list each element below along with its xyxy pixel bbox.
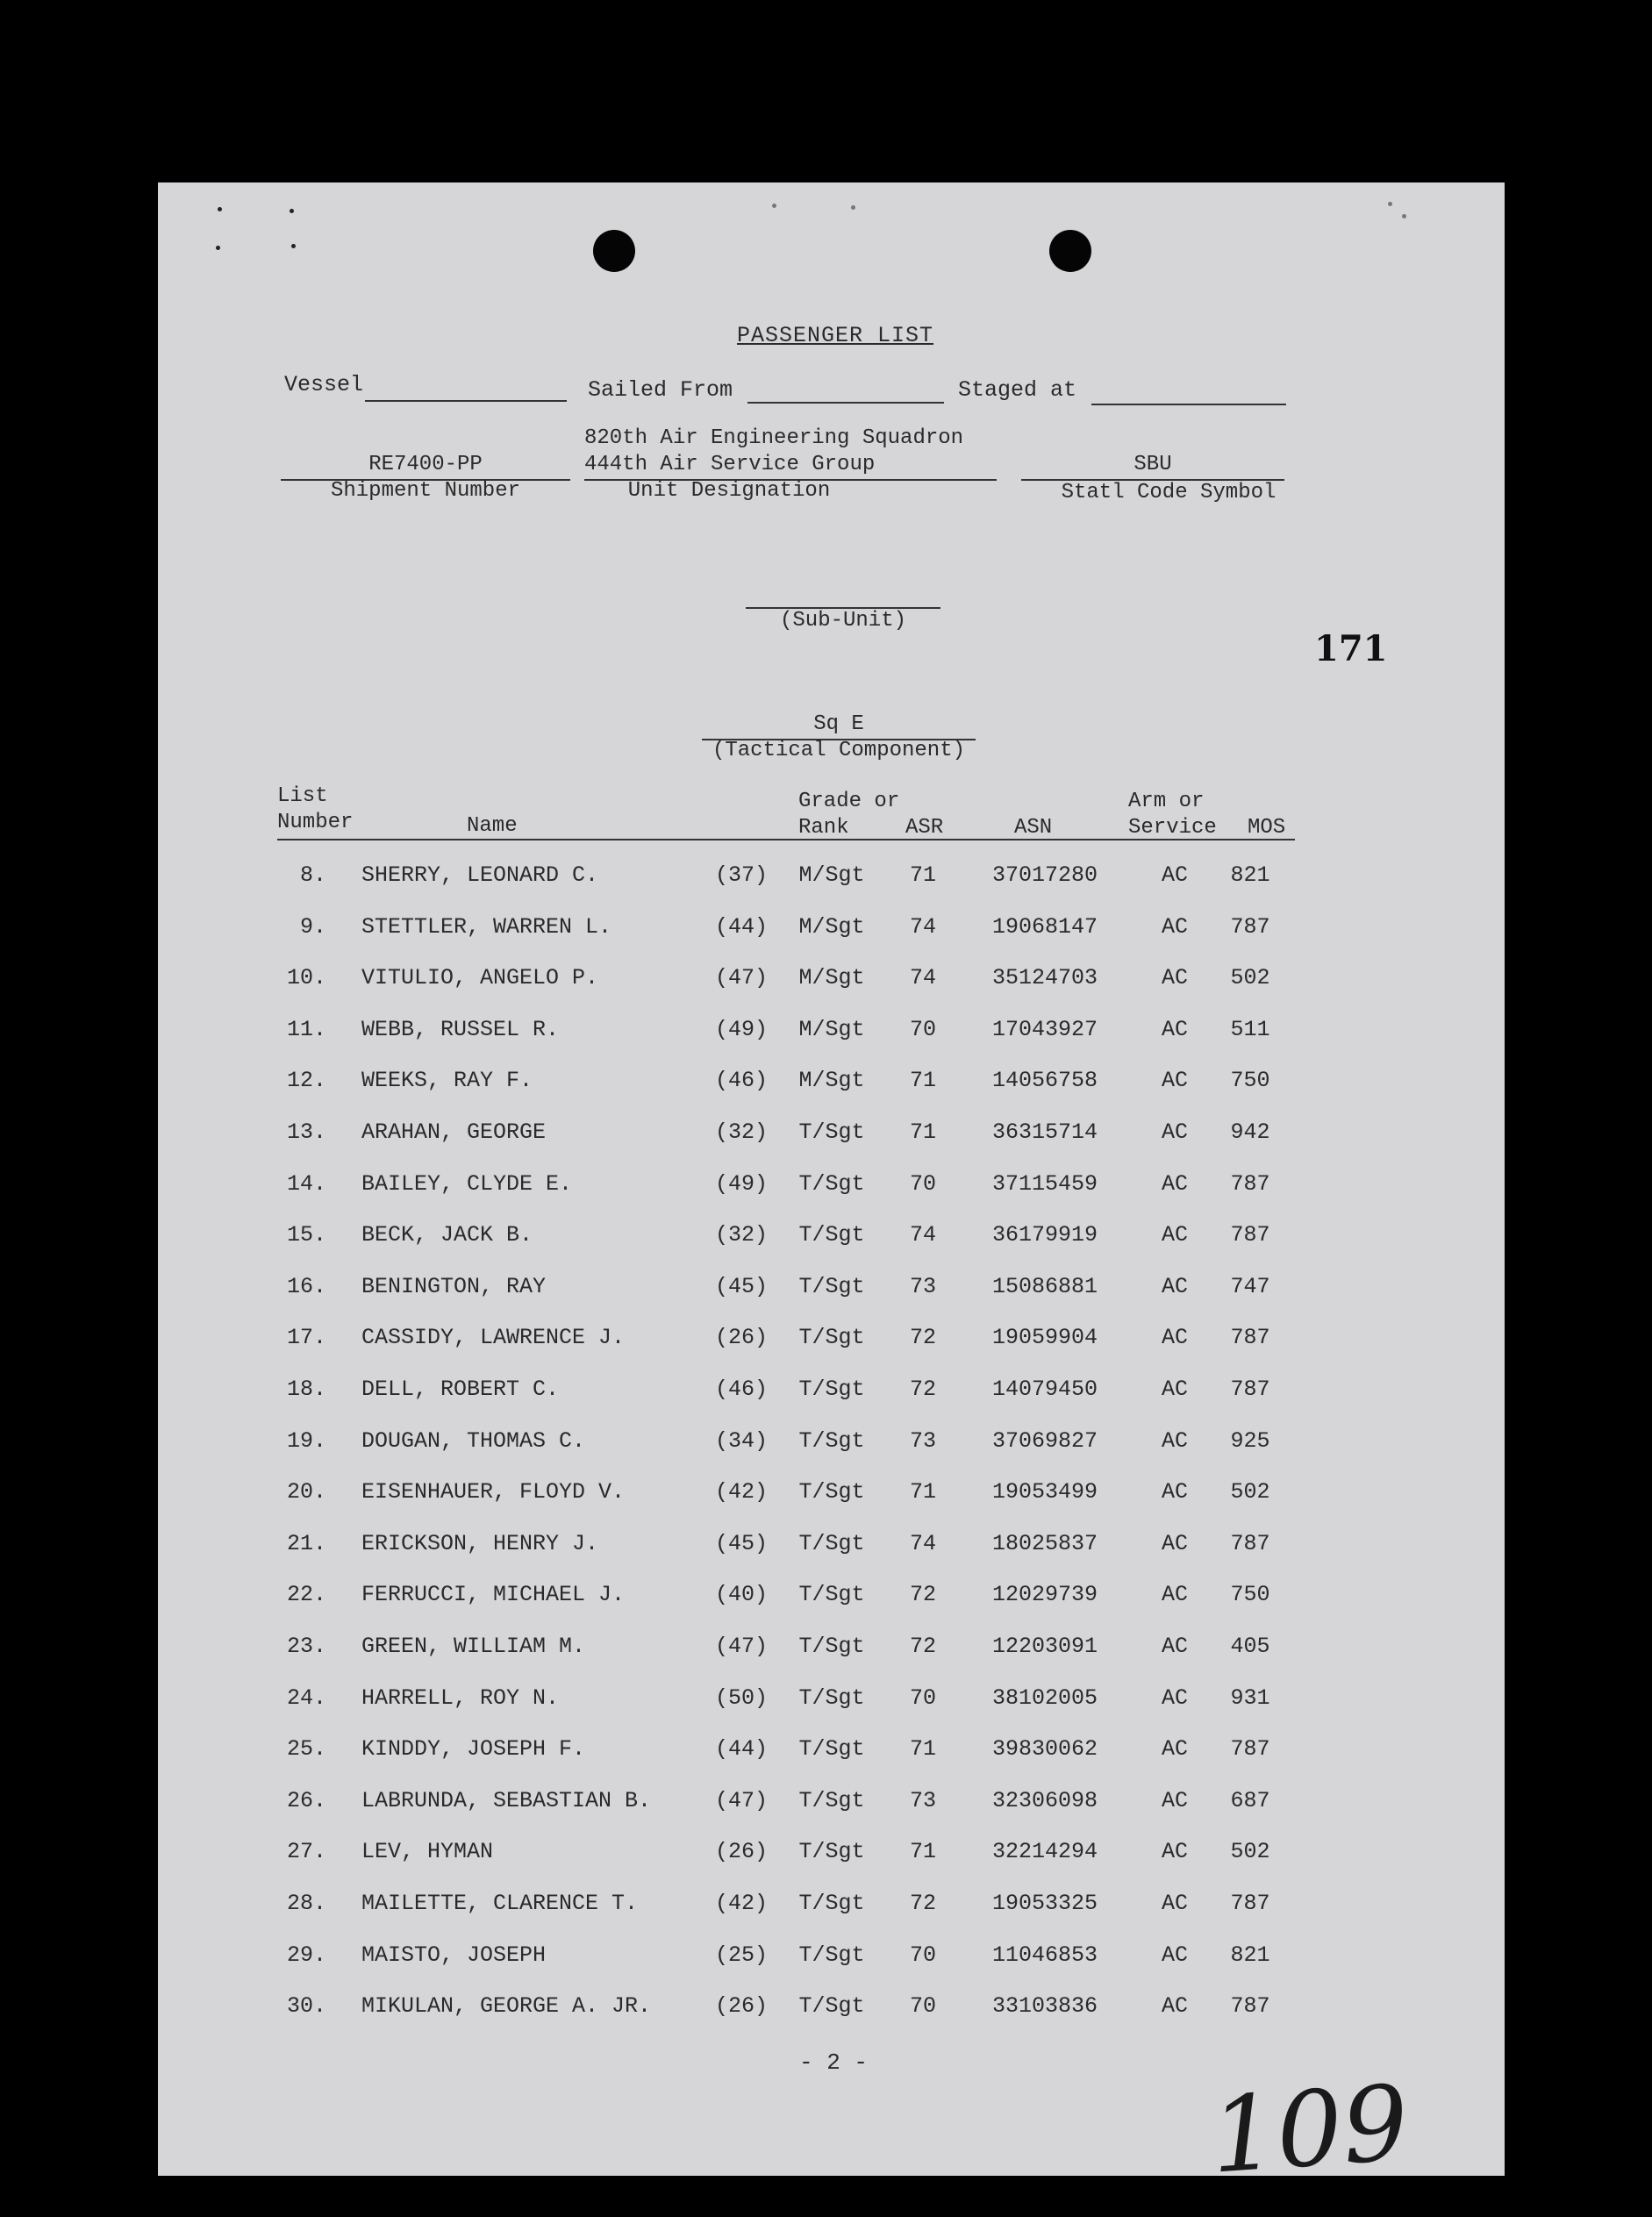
arm-service-value: AC bbox=[1161, 862, 1188, 888]
grade-value: M/Sgt bbox=[798, 1016, 865, 1042]
list-number: 24. bbox=[286, 1684, 326, 1711]
arm-service-value: AC bbox=[1161, 1684, 1188, 1711]
age-value: (32) bbox=[714, 1119, 768, 1145]
staged-at-label: Staged at bbox=[958, 377, 1077, 403]
arm-service-value: AC bbox=[1161, 1839, 1188, 1865]
shipment-caption: Shipment Number bbox=[330, 479, 521, 503]
list-number: 17. bbox=[286, 1325, 326, 1351]
age-value: (49) bbox=[714, 1170, 768, 1197]
list-number: 30. bbox=[286, 1993, 326, 2020]
dust-speck bbox=[218, 207, 222, 211]
asr-value: 72 bbox=[909, 1377, 936, 1402]
age-value: (44) bbox=[714, 913, 768, 940]
list-number: 12. bbox=[286, 1068, 326, 1094]
asn-value: 35124703 bbox=[991, 965, 1098, 991]
list-number: 20. bbox=[286, 1479, 326, 1505]
asn-value: 19053499 bbox=[991, 1479, 1098, 1505]
arm-service-value: AC bbox=[1161, 1891, 1188, 1916]
passenger-name: MAISTO, JOSEPH bbox=[361, 1942, 547, 1968]
mos-value: 942 bbox=[1230, 1119, 1270, 1145]
asn-value: 39830062 bbox=[991, 1736, 1098, 1763]
document-page bbox=[158, 182, 1505, 2197]
passenger-name: ERICKSON, HENRY J. bbox=[361, 1530, 599, 1556]
grade-value: T/Sgt bbox=[798, 1119, 865, 1145]
list-number: 11. bbox=[286, 1016, 326, 1042]
list-number: 25. bbox=[286, 1736, 326, 1763]
arm-service-value: AC bbox=[1161, 1582, 1188, 1608]
table-row bbox=[158, 914, 1505, 949]
arm-service-value: AC bbox=[1161, 1222, 1188, 1248]
asr-value: 71 bbox=[909, 1839, 936, 1865]
grade-value: T/Sgt bbox=[798, 1479, 865, 1505]
arm-service-value: AC bbox=[1161, 1993, 1188, 2020]
age-value: (47) bbox=[714, 1787, 768, 1813]
passenger-name: KINDDY, JOSEPH F. bbox=[361, 1736, 586, 1763]
mos-value: 787 bbox=[1230, 913, 1270, 940]
table-row bbox=[158, 1274, 1505, 1309]
asn-value: 36179919 bbox=[991, 1222, 1098, 1248]
header-rank: Rank bbox=[798, 816, 849, 840]
asn-value: 38102005 bbox=[991, 1684, 1098, 1711]
mos-value: 502 bbox=[1230, 965, 1270, 991]
passenger-name: DELL, ROBERT C. bbox=[361, 1377, 560, 1402]
list-number: 21. bbox=[286, 1530, 326, 1556]
header-underline bbox=[277, 839, 1295, 840]
document-title: PASSENGER LIST bbox=[737, 323, 934, 348]
arm-service-value: AC bbox=[1161, 1273, 1188, 1299]
table-row bbox=[158, 1068, 1505, 1103]
list-number: 23. bbox=[286, 1634, 326, 1659]
sub-unit-caption: (Sub-Unit) bbox=[779, 609, 907, 633]
mos-value: 502 bbox=[1230, 1839, 1270, 1865]
grade-value: T/Sgt bbox=[798, 1325, 865, 1351]
dust-speck bbox=[216, 246, 220, 250]
grade-value: M/Sgt bbox=[798, 965, 865, 991]
staged-at-line bbox=[1091, 404, 1286, 405]
asn-value: 19053325 bbox=[991, 1891, 1098, 1916]
age-value: (40) bbox=[714, 1582, 768, 1608]
arm-service-value: AC bbox=[1161, 913, 1188, 940]
shipment-number: RE7400-PP bbox=[368, 453, 483, 476]
mos-value: 787 bbox=[1230, 1993, 1270, 2020]
header-list: List bbox=[277, 784, 328, 808]
passenger-name: MIKULAN, GEORGE A. JR. bbox=[361, 1993, 652, 2020]
age-value: (25) bbox=[714, 1942, 768, 1968]
mos-value: 787 bbox=[1230, 1170, 1270, 1197]
header-mos: MOS bbox=[1248, 816, 1286, 840]
list-number: 22. bbox=[286, 1582, 326, 1608]
tactical-component: Sq E bbox=[813, 712, 864, 736]
tactical-caption: (Tactical Component) bbox=[712, 739, 966, 762]
asr-value: 70 bbox=[909, 1684, 936, 1711]
list-number: 8. bbox=[299, 862, 326, 888]
asn-value: 14056758 bbox=[991, 1068, 1098, 1094]
asr-value: 74 bbox=[909, 1530, 936, 1556]
mos-value: 821 bbox=[1230, 862, 1270, 888]
passenger-name: VITULIO, ANGELO P. bbox=[361, 965, 599, 991]
age-value: (42) bbox=[714, 1479, 768, 1505]
table-row bbox=[158, 1582, 1505, 1617]
asn-value: 19068147 bbox=[991, 913, 1098, 940]
asr-value: 70 bbox=[909, 1993, 936, 2020]
passenger-name: LABRUNDA, SEBASTIAN B. bbox=[361, 1787, 652, 1813]
arm-service-value: AC bbox=[1161, 1377, 1188, 1402]
header-number: Number bbox=[277, 811, 354, 834]
table-row bbox=[158, 1119, 1505, 1155]
mos-value: 511 bbox=[1230, 1016, 1270, 1042]
table-row bbox=[158, 1891, 1505, 1926]
asn-value: 12029739 bbox=[991, 1582, 1098, 1608]
table-row bbox=[158, 1531, 1505, 1566]
arm-service-value: AC bbox=[1161, 1736, 1188, 1763]
passenger-name: BECK, JACK B. bbox=[361, 1222, 533, 1248]
table-row bbox=[158, 1788, 1505, 1823]
passenger-name: WEBB, RUSSEL R. bbox=[361, 1016, 560, 1042]
list-number: 16. bbox=[286, 1273, 326, 1299]
table-row bbox=[158, 1325, 1505, 1360]
list-number: 28. bbox=[286, 1891, 326, 1916]
asr-value: 72 bbox=[909, 1582, 936, 1608]
mos-value: 750 bbox=[1230, 1582, 1270, 1608]
grade-value: T/Sgt bbox=[798, 1684, 865, 1711]
header-grade: Grade or bbox=[798, 790, 900, 813]
age-value: (46) bbox=[714, 1377, 768, 1402]
table-row bbox=[158, 862, 1505, 898]
age-value: (34) bbox=[714, 1427, 768, 1454]
asr-value: 70 bbox=[909, 1942, 936, 1968]
mos-value: 787 bbox=[1230, 1530, 1270, 1556]
asn-value: 14079450 bbox=[991, 1377, 1098, 1402]
asr-value: 73 bbox=[909, 1427, 936, 1454]
arm-service-value: AC bbox=[1161, 1170, 1188, 1197]
asr-value: 71 bbox=[909, 1119, 936, 1145]
list-number: 15. bbox=[286, 1222, 326, 1248]
grade-value: T/Sgt bbox=[798, 1273, 865, 1299]
asr-value: 72 bbox=[909, 1325, 936, 1351]
handwritten-number: 109 bbox=[1206, 2062, 1412, 2197]
dust-speck bbox=[291, 244, 296, 248]
mos-value: 787 bbox=[1230, 1325, 1270, 1351]
asr-value: 71 bbox=[909, 1736, 936, 1763]
asr-value: 74 bbox=[909, 965, 936, 991]
table-row bbox=[158, 1017, 1505, 1052]
asr-value: 70 bbox=[909, 1170, 936, 1197]
table-row bbox=[158, 1839, 1505, 1874]
age-value: (49) bbox=[714, 1016, 768, 1042]
passenger-name: SHERRY, LEONARD C. bbox=[361, 862, 599, 888]
passenger-name: MAILETTE, CLARENCE T. bbox=[361, 1891, 639, 1916]
asn-value: 18025837 bbox=[991, 1530, 1098, 1556]
list-number: 10. bbox=[286, 965, 326, 991]
passenger-name: BAILEY, CLYDE E. bbox=[361, 1170, 573, 1197]
asr-value: 71 bbox=[909, 1068, 936, 1094]
vessel-label: Vessel bbox=[284, 372, 364, 397]
table-row bbox=[158, 965, 1505, 1000]
grade-value: M/Sgt bbox=[798, 1068, 865, 1094]
age-value: (50) bbox=[714, 1684, 768, 1711]
dust-speck bbox=[290, 209, 294, 213]
mos-value: 502 bbox=[1230, 1479, 1270, 1505]
table-row bbox=[158, 1428, 1505, 1463]
passenger-name: BENINGTON, RAY bbox=[361, 1273, 547, 1299]
sheet-number: 171 bbox=[1314, 628, 1388, 669]
age-value: (44) bbox=[714, 1736, 768, 1763]
asr-value: 72 bbox=[909, 1634, 936, 1659]
arm-service-value: AC bbox=[1161, 1016, 1188, 1042]
arm-service-value: AC bbox=[1161, 1325, 1188, 1351]
arm-service-value: AC bbox=[1161, 1530, 1188, 1556]
arm-service-value: AC bbox=[1161, 1634, 1188, 1659]
grade-value: T/Sgt bbox=[798, 1634, 865, 1659]
table-row bbox=[158, 1222, 1505, 1257]
header-arm: Arm or bbox=[1128, 790, 1205, 813]
mos-value: 787 bbox=[1230, 1736, 1270, 1763]
header-service: Service bbox=[1128, 816, 1217, 840]
list-number: 14. bbox=[286, 1170, 326, 1197]
grade-value: M/Sgt bbox=[798, 862, 865, 888]
grade-value: T/Sgt bbox=[798, 1582, 865, 1608]
header-asn: ASN bbox=[1014, 816, 1053, 840]
asn-value: 33103836 bbox=[991, 1993, 1098, 2020]
vessel-line bbox=[365, 400, 567, 402]
mos-value: 747 bbox=[1230, 1273, 1270, 1299]
table-row bbox=[158, 1685, 1505, 1720]
list-number: 13. bbox=[286, 1119, 326, 1145]
asr-value: 73 bbox=[909, 1787, 936, 1813]
mos-value: 821 bbox=[1230, 1942, 1270, 1968]
asr-value: 72 bbox=[909, 1891, 936, 1916]
punch-hole-left bbox=[593, 230, 635, 272]
grade-value: T/Sgt bbox=[798, 1222, 865, 1248]
sailed-from-line bbox=[747, 402, 944, 404]
arm-service-value: AC bbox=[1161, 1427, 1188, 1454]
grade-value: T/Sgt bbox=[798, 1170, 865, 1197]
passenger-name: CASSIDY, LAWRENCE J. bbox=[361, 1325, 626, 1351]
grade-value: T/Sgt bbox=[798, 1530, 865, 1556]
header-asr: ASR bbox=[905, 816, 944, 840]
asr-value: 73 bbox=[909, 1273, 936, 1299]
arm-service-value: AC bbox=[1161, 1119, 1188, 1145]
table-row bbox=[158, 1634, 1505, 1669]
grade-value: T/Sgt bbox=[798, 1377, 865, 1402]
arm-service-value: AC bbox=[1161, 1479, 1188, 1505]
asr-value: 70 bbox=[909, 1016, 936, 1042]
station-caption: Statl Code Symbol bbox=[1061, 481, 1277, 504]
unit-caption: Unit Designation bbox=[627, 479, 831, 503]
grade-value: T/Sgt bbox=[798, 1942, 865, 1968]
grade-value: T/Sgt bbox=[798, 1427, 865, 1454]
grade-value: T/Sgt bbox=[798, 1787, 865, 1813]
punch-hole-right bbox=[1049, 230, 1091, 272]
mos-value: 787 bbox=[1230, 1222, 1270, 1248]
table-row bbox=[158, 1479, 1505, 1514]
asn-value: 32306098 bbox=[991, 1787, 1098, 1813]
age-value: (45) bbox=[714, 1530, 768, 1556]
age-value: (37) bbox=[714, 862, 768, 888]
table-row bbox=[158, 1736, 1505, 1771]
list-number: 26. bbox=[286, 1787, 326, 1813]
age-value: (45) bbox=[714, 1273, 768, 1299]
grade-value: M/Sgt bbox=[798, 913, 865, 940]
arm-service-value: AC bbox=[1161, 1787, 1188, 1813]
sailed-from-label: Sailed From bbox=[588, 377, 733, 403]
list-number: 29. bbox=[286, 1942, 326, 1968]
dust-speck bbox=[772, 204, 776, 208]
age-value: (46) bbox=[714, 1068, 768, 1094]
passenger-name: WEEKS, RAY F. bbox=[361, 1068, 533, 1094]
grade-value: T/Sgt bbox=[798, 1993, 865, 2020]
passenger-name: DOUGAN, THOMAS C. bbox=[361, 1427, 586, 1454]
asn-value: 15086881 bbox=[991, 1273, 1098, 1299]
passenger-name: EISENHAUER, FLOYD V. bbox=[361, 1479, 626, 1505]
grade-value: T/Sgt bbox=[798, 1736, 865, 1763]
arm-service-value: AC bbox=[1161, 965, 1188, 991]
mos-value: 405 bbox=[1230, 1634, 1270, 1659]
unit-line-2: 444th Air Service Group bbox=[584, 453, 876, 476]
mos-value: 931 bbox=[1230, 1684, 1270, 1711]
table-row bbox=[158, 1942, 1505, 1977]
asn-value: 36315714 bbox=[991, 1119, 1098, 1145]
list-number: 27. bbox=[286, 1839, 326, 1865]
dust-speck bbox=[851, 205, 855, 210]
unit-line-1: 820th Air Engineering Squadron bbox=[584, 426, 964, 450]
asr-value: 71 bbox=[909, 862, 936, 888]
mos-value: 787 bbox=[1230, 1891, 1270, 1916]
header-name: Name bbox=[467, 814, 518, 838]
passenger-name: GREEN, WILLIAM M. bbox=[361, 1634, 586, 1659]
table-row bbox=[158, 1377, 1505, 1412]
table-row bbox=[158, 1171, 1505, 1206]
asn-value: 37069827 bbox=[991, 1427, 1098, 1454]
passenger-name: ARAHAN, GEORGE bbox=[361, 1119, 547, 1145]
age-value: (26) bbox=[714, 1839, 768, 1865]
table-row bbox=[158, 1993, 1505, 2028]
passenger-name: FERRUCCI, MICHAEL J. bbox=[361, 1582, 626, 1608]
station-code: SBU bbox=[1134, 453, 1172, 476]
asr-value: 74 bbox=[909, 913, 936, 940]
list-number: 19. bbox=[286, 1427, 326, 1454]
arm-service-value: AC bbox=[1161, 1942, 1188, 1968]
passenger-name: HARRELL, ROY N. bbox=[361, 1684, 560, 1711]
asn-value: 19059904 bbox=[991, 1325, 1098, 1351]
mos-value: 925 bbox=[1230, 1427, 1270, 1454]
mos-value: 787 bbox=[1230, 1377, 1270, 1402]
passenger-name: LEV, HYMAN bbox=[361, 1839, 494, 1865]
asn-value: 37115459 bbox=[991, 1170, 1098, 1197]
arm-service-value: AC bbox=[1161, 1068, 1188, 1094]
age-value: (32) bbox=[714, 1222, 768, 1248]
age-value: (26) bbox=[714, 1325, 768, 1351]
passenger-name: STETTLER, WARREN L. bbox=[361, 913, 612, 940]
dust-speck bbox=[1388, 202, 1392, 206]
asr-value: 71 bbox=[909, 1479, 936, 1505]
grade-value: T/Sgt bbox=[798, 1891, 865, 1916]
page-number: - 2 - bbox=[798, 2049, 868, 2076]
age-value: (42) bbox=[714, 1891, 768, 1916]
mos-value: 687 bbox=[1230, 1787, 1270, 1813]
age-value: (26) bbox=[714, 1993, 768, 2020]
asn-value: 12203091 bbox=[991, 1634, 1098, 1659]
dust-speck bbox=[1402, 214, 1406, 218]
age-value: (47) bbox=[714, 965, 768, 991]
age-value: (47) bbox=[714, 1634, 768, 1659]
asn-value: 37017280 bbox=[991, 862, 1098, 888]
grade-value: T/Sgt bbox=[798, 1839, 865, 1865]
mos-value: 750 bbox=[1230, 1068, 1270, 1094]
asn-value: 11046853 bbox=[991, 1942, 1098, 1968]
list-number: 9. bbox=[299, 913, 326, 940]
asn-value: 32214294 bbox=[991, 1839, 1098, 1865]
asr-value: 74 bbox=[909, 1222, 936, 1248]
list-number: 18. bbox=[286, 1377, 326, 1402]
asn-value: 17043927 bbox=[991, 1016, 1098, 1042]
